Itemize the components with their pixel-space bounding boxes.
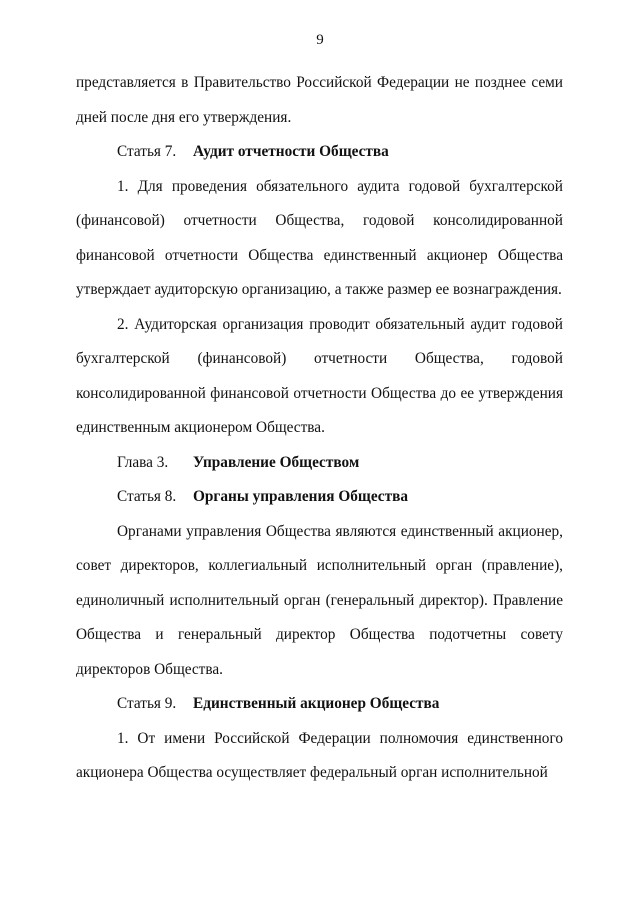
heading-article-8 — [76, 480, 563, 515]
paragraph-audit-1: 1. Для проведения обязательного аудита годовой бухгалтерской (финансовой) отчетности Общества, годовой консолидированной финансовой отчетности Общества единственный акционер Общества утверждает аудиторскую организацию, а также размер ее вознаграждения. — [76, 177, 563, 298]
article-title: Аудит отчетности Общества — [193, 143, 389, 160]
paragraph-audit-2: 2. Аудиторская организация проводит обязательный аудит годовой бухгалтерской (финансовой) отчетности Общества, годовой консолидированной финансовой отчетности Общества до ее утверждения единственным акционером Общества. — [76, 315, 563, 436]
heading-chapter-3 — [76, 446, 563, 481]
paragraph-approval-deadline: представляется в Правительство Российской Федерации не позднее семи дней после дня его утверждения. — [76, 74, 563, 126]
article-label: Статья 9. — [117, 695, 177, 712]
article-label: Статья 7. — [117, 143, 177, 160]
chapter-label: Глава 3. — [117, 453, 169, 471]
article-title: Единственный акционер Общества — [193, 695, 440, 712]
heading-article-9 — [76, 687, 563, 722]
paragraph-sole-shareholder-1: 1. От имени Российской Федерации полномочия единственного акционера Общества осуществляет федеральный орган исполнительной — [76, 729, 563, 781]
document-body — [76, 66, 563, 791]
paragraph-governing-bodies: Органами управления Общества являются единственный акционер, совет директоров, коллегиальный исполнительный орган (правление), единоличный исполнительный орган (генеральный директор). Правление Общества и генеральный директор Общества подотчетны совету директоров Общества. — [76, 522, 563, 678]
article-title: Органы управления Общества — [193, 488, 409, 505]
article-label: Статья 8. — [117, 488, 177, 505]
page-number: 9 — [316, 32, 324, 48]
chapter-title: Управление Обществом — [193, 453, 360, 471]
heading-article-7 — [76, 135, 563, 170]
